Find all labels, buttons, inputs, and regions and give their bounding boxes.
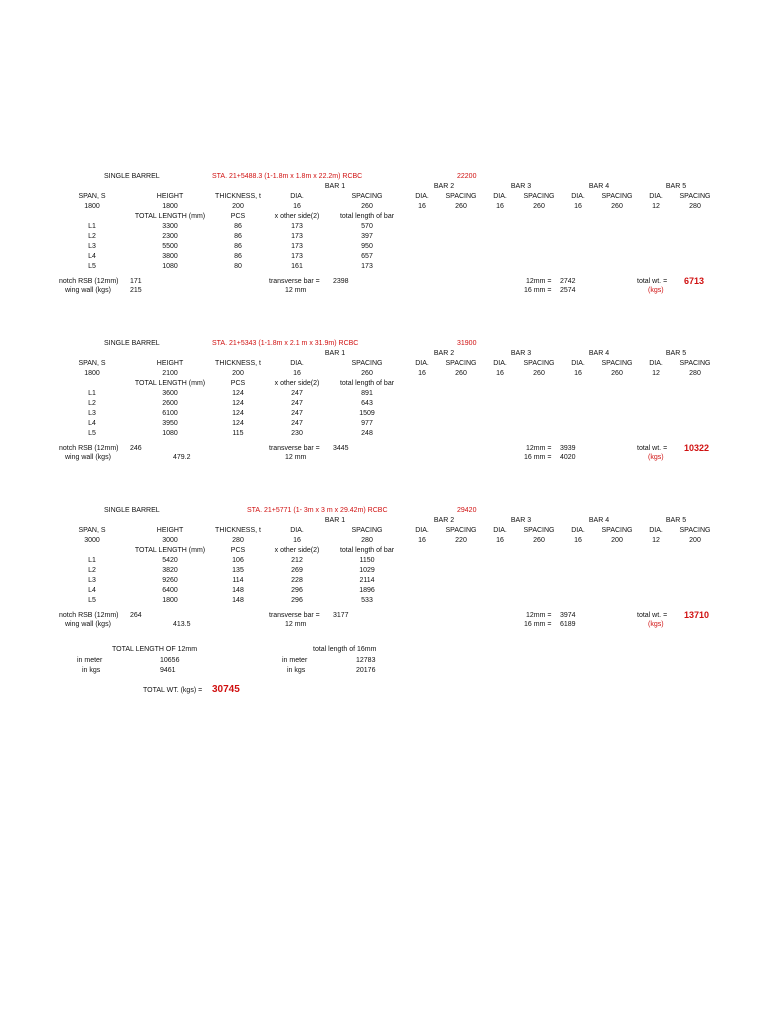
row-total-bar: 1150 (359, 557, 375, 564)
row-other-side: 173 (291, 253, 303, 260)
row-total-bar: 1029 (359, 567, 375, 574)
height-value: 3000 (162, 537, 178, 544)
s12-label: 12mm = (526, 612, 552, 619)
row-other-side: 296 (291, 597, 303, 604)
bar4-label: BAR 4 (588, 517, 610, 524)
s16-value: 2574 (560, 287, 576, 294)
summary-16-in-meter-value: 12783 (356, 657, 376, 664)
bar3-label: BAR 3 (510, 350, 532, 357)
bar4-dia-value: 16 (574, 203, 582, 210)
total-weight-label: total wt. = (637, 278, 668, 285)
bar4-label: BAR 4 (588, 350, 610, 357)
bar5-spacing-value: 200 (689, 537, 701, 544)
wing-value: 479.2 (173, 454, 191, 461)
thickness-value: 280 (232, 537, 244, 544)
summary-12-in-meter-label: in meter (77, 657, 103, 664)
summary-16-in-meter-label: in meter (282, 657, 308, 664)
bar1-spacing-header: SPACING (351, 193, 383, 200)
bar4-spacing-header: SPACING (601, 527, 633, 534)
bar2-label: BAR 2 (433, 183, 455, 190)
height-value: 2100 (162, 370, 178, 377)
s16-value: 6189 (560, 621, 576, 628)
row-pcs: 86 (234, 253, 242, 260)
row-total-length: 2300 (162, 233, 178, 240)
notch-label: notch RSB (12mm) (59, 445, 119, 452)
bar3-label: BAR 3 (510, 517, 532, 524)
bar1-dia-header: DIA. (290, 360, 304, 367)
bar5-dia-header: DIA. (649, 527, 663, 534)
bar5-dia-value: 12 (652, 203, 660, 210)
bar2-label: BAR 2 (433, 350, 455, 357)
bar2-dia-value: 16 (418, 203, 426, 210)
summary-12-in-meter-value: 10656 (160, 657, 180, 664)
bar4-spacing-value: 260 (611, 370, 623, 377)
bar1-spacing-header: SPACING (351, 527, 383, 534)
bar5-dia-value: 12 (652, 537, 660, 544)
bar2-spacing-header: SPACING (445, 193, 477, 200)
s16-label: 16 mm = (524, 454, 552, 461)
row-label: L1 (88, 223, 96, 230)
section-3-title: SINGLE BARREL (104, 507, 160, 514)
transverse-label: transverse bar = (269, 278, 320, 285)
transverse-unit: 12 mm (285, 454, 307, 461)
row-pcs: 86 (234, 233, 242, 240)
row-label: L2 (88, 400, 96, 407)
notch-label: notch RSB (12mm) (59, 278, 119, 285)
height-header: HEIGHT (156, 527, 184, 534)
bar3-spacing-header: SPACING (523, 527, 555, 534)
summary-16mm-header: total length of 16mm (313, 646, 377, 653)
row-total-length: 3300 (162, 223, 178, 230)
row-label: L2 (88, 567, 96, 574)
row-pcs: 86 (234, 243, 242, 250)
row-pcs: 135 (232, 567, 244, 574)
bar5-spacing-value: 280 (689, 370, 701, 377)
s16-label: 16 mm = (524, 287, 552, 294)
row-total-length: 1800 (162, 597, 178, 604)
thickness-header: THICKNESS, t (215, 360, 261, 367)
bar4-dia-value: 16 (574, 537, 582, 544)
row-other-side: 247 (291, 400, 303, 407)
thickness-header: THICKNESS, t (215, 193, 261, 200)
bar2-dia-header: DIA. (415, 193, 429, 200)
row-pcs: 148 (232, 587, 244, 594)
span-header: SPAN, S (78, 360, 106, 367)
row-label: L5 (88, 263, 96, 270)
transverse-unit: 12 mm (285, 287, 307, 294)
bar2-spacing-value: 260 (455, 370, 467, 377)
bar3-spacing-header: SPACING (523, 193, 555, 200)
row-total-length: 3820 (162, 567, 178, 574)
row-other-side: 230 (291, 430, 303, 437)
bar1-label: BAR 1 (324, 517, 346, 524)
bar2-dia-value: 16 (418, 537, 426, 544)
span-header: SPAN, S (78, 193, 106, 200)
height-header: HEIGHT (156, 360, 184, 367)
bar1-dia-value: 16 (293, 537, 301, 544)
pcs-header: PCS (230, 380, 246, 387)
transverse-value: 2398 (333, 278, 349, 285)
row-label: L5 (88, 597, 96, 604)
total-weight-unit: (kgs) (648, 287, 664, 294)
height-value: 1800 (162, 203, 178, 210)
other-side-header: x other side(2) (274, 380, 320, 387)
bar5-dia-header: DIA. (649, 360, 663, 367)
s12-label: 12mm = (526, 445, 552, 452)
thickness-value: 200 (232, 370, 244, 377)
row-total-bar: 397 (361, 233, 373, 240)
row-other-side: 247 (291, 410, 303, 417)
summary-16-in-kgs-label: in kgs (287, 667, 306, 674)
bar5-dia-value: 12 (652, 370, 660, 377)
bar3-spacing-header: SPACING (523, 360, 555, 367)
row-label: L3 (88, 410, 96, 417)
summary-12-in-kgs-label: in kgs (82, 667, 101, 674)
row-other-side: 247 (291, 390, 303, 397)
total-weight-label: total wt. = (637, 445, 668, 452)
notch-label: notch RSB (12mm) (59, 612, 119, 619)
row-other-side: 173 (291, 233, 303, 240)
s12-value: 3974 (560, 612, 576, 619)
row-label: L3 (88, 243, 96, 250)
row-pcs: 80 (234, 263, 242, 270)
total-length-header: TOTAL LENGTH (mm) (134, 213, 206, 220)
row-pcs: 106 (232, 557, 244, 564)
row-other-side: 247 (291, 420, 303, 427)
bar2-spacing-value: 260 (455, 203, 467, 210)
row-total-bar: 657 (361, 253, 373, 260)
total-weight-label: total wt. = (637, 612, 668, 619)
s16-label: 16 mm = (524, 621, 552, 628)
bar4-spacing-header: SPACING (601, 193, 633, 200)
bar3-dia-header: DIA. (493, 360, 507, 367)
row-total-bar: 643 (361, 400, 373, 407)
total-length-header: TOTAL LENGTH (mm) (134, 547, 206, 554)
thickness-value: 200 (232, 203, 244, 210)
span-value: 3000 (84, 537, 100, 544)
row-total-bar: 533 (361, 597, 373, 604)
row-pcs: 114 (232, 577, 244, 584)
wing-value: 215 (130, 287, 142, 294)
row-other-side: 228 (291, 577, 303, 584)
row-other-side: 269 (291, 567, 303, 574)
transverse-label: transverse bar = (269, 612, 320, 619)
row-pcs: 124 (232, 410, 244, 417)
bar4-dia-header: DIA. (571, 193, 585, 200)
height-header: HEIGHT (156, 193, 184, 200)
thickness-header: THICKNESS, t (215, 527, 261, 534)
pcs-header: PCS (230, 213, 246, 220)
row-total-bar: 950 (361, 243, 373, 250)
bar2-spacing-value: 220 (455, 537, 467, 544)
row-total-length: 3600 (162, 390, 178, 397)
bar2-spacing-header: SPACING (445, 527, 477, 534)
row-label: L1 (88, 557, 96, 564)
notch-value: 264 (130, 612, 142, 619)
bar4-label: BAR 4 (588, 183, 610, 190)
row-other-side: 173 (291, 243, 303, 250)
s16-value: 4020 (560, 454, 576, 461)
total-weight-value: 10322 (684, 443, 710, 453)
bar5-label: BAR 5 (665, 183, 687, 190)
s12-label: 12mm = (526, 278, 552, 285)
section-3-length: 29420 (457, 507, 477, 514)
s12-value: 3939 (560, 445, 576, 452)
total-bar-header: total length of bar (339, 547, 395, 554)
grand-total-value: 30745 (212, 684, 240, 695)
s12-value: 2742 (560, 278, 576, 285)
bar5-label: BAR 5 (665, 350, 687, 357)
total-weight-unit: (kgs) (648, 454, 664, 461)
bar1-dia-header: DIA. (290, 527, 304, 534)
bar1-dia-value: 16 (293, 203, 301, 210)
total-weight-unit: (kgs) (648, 621, 664, 628)
span-value: 1800 (84, 203, 100, 210)
section-2-length: 31900 (457, 340, 477, 347)
bar5-dia-header: DIA. (649, 193, 663, 200)
bar1-spacing-value: 280 (361, 537, 373, 544)
row-other-side: 161 (291, 263, 303, 270)
total-bar-header: total length of bar (339, 213, 395, 220)
summary-16-in-kgs-value: 20176 (356, 667, 376, 674)
row-label: L5 (88, 430, 96, 437)
bar2-dia-header: DIA. (415, 360, 429, 367)
row-total-bar: 2114 (359, 577, 375, 584)
row-total-length: 3950 (162, 420, 178, 427)
row-pcs: 148 (232, 597, 244, 604)
section-1-title: SINGLE BARREL (104, 173, 160, 180)
total-weight-value: 13710 (684, 610, 710, 620)
row-pcs: 124 (232, 400, 244, 407)
row-total-length: 9260 (162, 577, 178, 584)
bar2-label: BAR 2 (433, 517, 455, 524)
row-other-side: 296 (291, 587, 303, 594)
total-bar-header: total length of bar (339, 380, 395, 387)
bar3-dia-value: 16 (496, 370, 504, 377)
bar3-dia-value: 16 (496, 203, 504, 210)
notch-value: 171 (130, 278, 142, 285)
bar1-dia-value: 16 (293, 370, 301, 377)
bar1-spacing-value: 260 (361, 370, 373, 377)
transverse-label: transverse bar = (269, 445, 320, 452)
bar5-spacing-header: SPACING (679, 360, 711, 367)
section-2-station: STA. 21+5343 (1-1.8m x 2.1 m x 31.9m) RCBC (212, 340, 359, 347)
bar4-spacing-value: 260 (611, 203, 623, 210)
row-total-length: 5500 (162, 243, 178, 250)
row-label: L4 (88, 587, 96, 594)
row-pcs: 86 (234, 223, 242, 230)
transverse-value: 3177 (333, 612, 349, 619)
bar1-label: BAR 1 (324, 350, 346, 357)
row-other-side: 173 (291, 223, 303, 230)
bar5-spacing-value: 280 (689, 203, 701, 210)
span-header: SPAN, S (78, 527, 106, 534)
total-length-header: TOTAL LENGTH (mm) (134, 380, 206, 387)
bar3-label: BAR 3 (510, 183, 532, 190)
row-pcs: 115 (232, 430, 244, 437)
bar3-spacing-value: 260 (533, 537, 545, 544)
bar5-spacing-header: SPACING (679, 527, 711, 534)
row-total-bar: 891 (361, 390, 373, 397)
bar4-dia-value: 16 (574, 370, 582, 377)
span-value: 1800 (84, 370, 100, 377)
bar1-spacing-header: SPACING (351, 360, 383, 367)
bar4-dia-header: DIA. (571, 360, 585, 367)
row-total-bar: 977 (361, 420, 373, 427)
wing-label: wing wall (kgs) (65, 454, 111, 461)
row-pcs: 124 (232, 420, 244, 427)
wing-label: wing wall (kgs) (65, 287, 111, 294)
wing-value: 413.5 (173, 621, 191, 628)
row-total-length: 5420 (162, 557, 178, 564)
section-3-station: STA. 21+5771 (1- 3m x 3 m x 29.42m) RCBC (247, 507, 388, 514)
summary-12-in-kgs-value: 9461 (160, 667, 176, 674)
bar2-dia-header: DIA. (415, 527, 429, 534)
wing-label: wing wall (kgs) (65, 621, 111, 628)
row-label: L3 (88, 577, 96, 584)
row-total-bar: 173 (361, 263, 373, 270)
other-side-header: x other side(2) (274, 547, 320, 554)
bar2-spacing-header: SPACING (445, 360, 477, 367)
row-pcs: 124 (232, 390, 244, 397)
row-total-length: 1080 (162, 263, 178, 270)
notch-value: 246 (130, 445, 142, 452)
row-total-length: 6100 (162, 410, 178, 417)
bar5-label: BAR 5 (665, 517, 687, 524)
section-1-station: STA. 21+5488.3 (1-1.8m x 1.8m x 22.2m) RCBC (212, 173, 363, 180)
row-label: L4 (88, 253, 96, 260)
row-label: L2 (88, 233, 96, 240)
bar3-dia-value: 16 (496, 537, 504, 544)
other-side-header: x other side(2) (274, 213, 320, 220)
row-total-bar: 1509 (359, 410, 375, 417)
row-total-length: 3800 (162, 253, 178, 260)
bar5-spacing-header: SPACING (679, 193, 711, 200)
grand-total-label: TOTAL WT. (kgs) = (143, 687, 203, 694)
bar4-spacing-header: SPACING (601, 360, 633, 367)
transverse-unit: 12 mm (285, 621, 307, 628)
transverse-value: 3445 (333, 445, 349, 452)
row-total-bar: 570 (361, 223, 373, 230)
row-total-bar: 1896 (359, 587, 375, 594)
row-label: L1 (88, 390, 96, 397)
bar1-dia-header: DIA. (290, 193, 304, 200)
bar4-dia-header: DIA. (571, 527, 585, 534)
bar3-spacing-value: 260 (533, 370, 545, 377)
bar3-dia-header: DIA. (493, 527, 507, 534)
bar3-dia-header: DIA. (493, 193, 507, 200)
total-weight-value: 6713 (684, 276, 705, 286)
row-label: L4 (88, 420, 96, 427)
bar1-label: BAR 1 (324, 183, 346, 190)
bar3-spacing-value: 260 (533, 203, 545, 210)
row-total-length: 1080 (162, 430, 178, 437)
pcs-header: PCS (230, 547, 246, 554)
row-total-length: 6400 (162, 587, 178, 594)
summary-12mm-header: TOTAL LENGTH OF 12mm (112, 646, 198, 653)
section-1-length: 22200 (457, 173, 477, 180)
row-other-side: 212 (291, 557, 303, 564)
row-total-length: 2600 (162, 400, 178, 407)
row-total-bar: 248 (361, 430, 373, 437)
section-2-title: SINGLE BARREL (104, 340, 160, 347)
bar4-spacing-value: 200 (611, 537, 623, 544)
bar2-dia-value: 16 (418, 370, 426, 377)
bar1-spacing-value: 260 (361, 203, 373, 210)
